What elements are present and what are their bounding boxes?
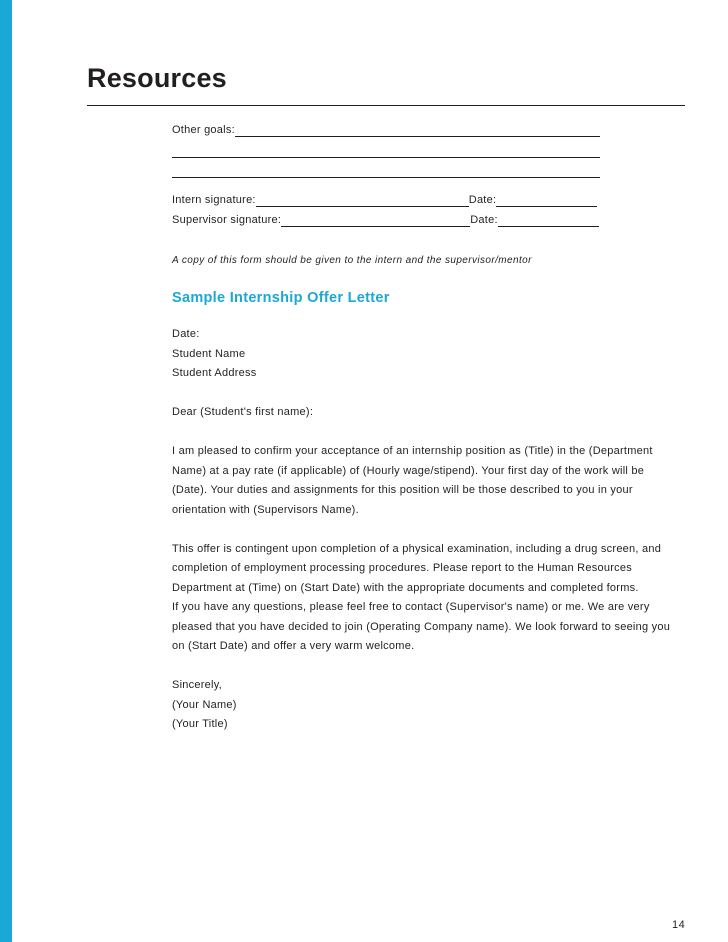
page-content xyxy=(172,122,687,735)
page-title: Resources xyxy=(87,63,227,93)
paragraph-1-line: I am pleased to confirm your acceptance of an internship position as (Title) in the (Department xyxy=(172,445,653,457)
letter-salutation: Dear (Student's first name): xyxy=(172,406,314,418)
supervisor-signature-field[interactable] xyxy=(281,213,470,227)
paragraph-2-line: If you have any questions, please feel free to contact (Supervisor's name) or me. We are very xyxy=(172,601,650,613)
paragraph-1-line: orientation with (Supervisors Name). xyxy=(172,503,359,516)
paragraph-2-line: completion of employment processing procedures. Please report to the Human Resources xyxy=(172,562,633,574)
letter-student-address: Student Address xyxy=(172,367,257,379)
paragraph-2-line: Department at (Time) on (Start Date) with the appropriate documents and completed forms. xyxy=(172,581,639,594)
intern-date-field[interactable] xyxy=(496,193,597,207)
supervisor-signature-label: Supervisor signature: xyxy=(172,214,282,226)
other-goals-line-2[interactable] xyxy=(172,138,600,158)
title-divider xyxy=(87,105,685,106)
letter-closing: Sincerely, xyxy=(172,679,222,691)
intern-signature-field[interactable] xyxy=(256,193,469,207)
page-number: 14 xyxy=(672,919,686,931)
form-copy-note: A copy of this form should be given to the intern and the supervisor/mentor xyxy=(172,255,532,266)
paragraph-1-line: Name) at a pay rate (if applicable) of (Hourly wage/stipend). Your first day of the work will be xyxy=(172,464,645,477)
intern-signature-row xyxy=(172,192,687,207)
other-goals-field[interactable] xyxy=(235,123,600,137)
other-goals-row xyxy=(172,122,687,137)
paragraph-2-line: pleased that you have decided to join (Operating Company name). We look forward to seeing you xyxy=(172,620,671,633)
intern-signature-label: Intern signature: xyxy=(172,194,256,206)
supervisor-date-label: Date: xyxy=(470,214,498,226)
letter-signer-title: (Your Title) xyxy=(172,718,228,730)
paragraph-2-line: This offer is contingent upon completion of a physical examination, including a drug screen, and xyxy=(172,542,662,555)
supervisor-signature-row xyxy=(172,212,687,227)
supervisor-date-field[interactable] xyxy=(498,213,599,227)
offer-letter-body xyxy=(172,325,687,735)
offer-letter-heading: Sample Internship Offer Letter xyxy=(172,290,390,306)
letter-date-line: Date: xyxy=(172,328,200,340)
other-goals-line-3[interactable] xyxy=(172,158,600,178)
paragraph-1-line: (Date). Your duties and assignments for this position will be those described to you in your xyxy=(172,484,633,496)
intern-date-label: Date: xyxy=(468,194,497,206)
paragraph-2-line: on (Start Date) and offer a very warm welcome. xyxy=(172,640,415,652)
accent-sidebar-bar xyxy=(0,0,12,942)
letter-student-name: Student Name xyxy=(172,347,246,360)
letter-signer-name: (Your Name) xyxy=(172,698,237,711)
other-goals-label: Other goals: xyxy=(172,124,235,136)
